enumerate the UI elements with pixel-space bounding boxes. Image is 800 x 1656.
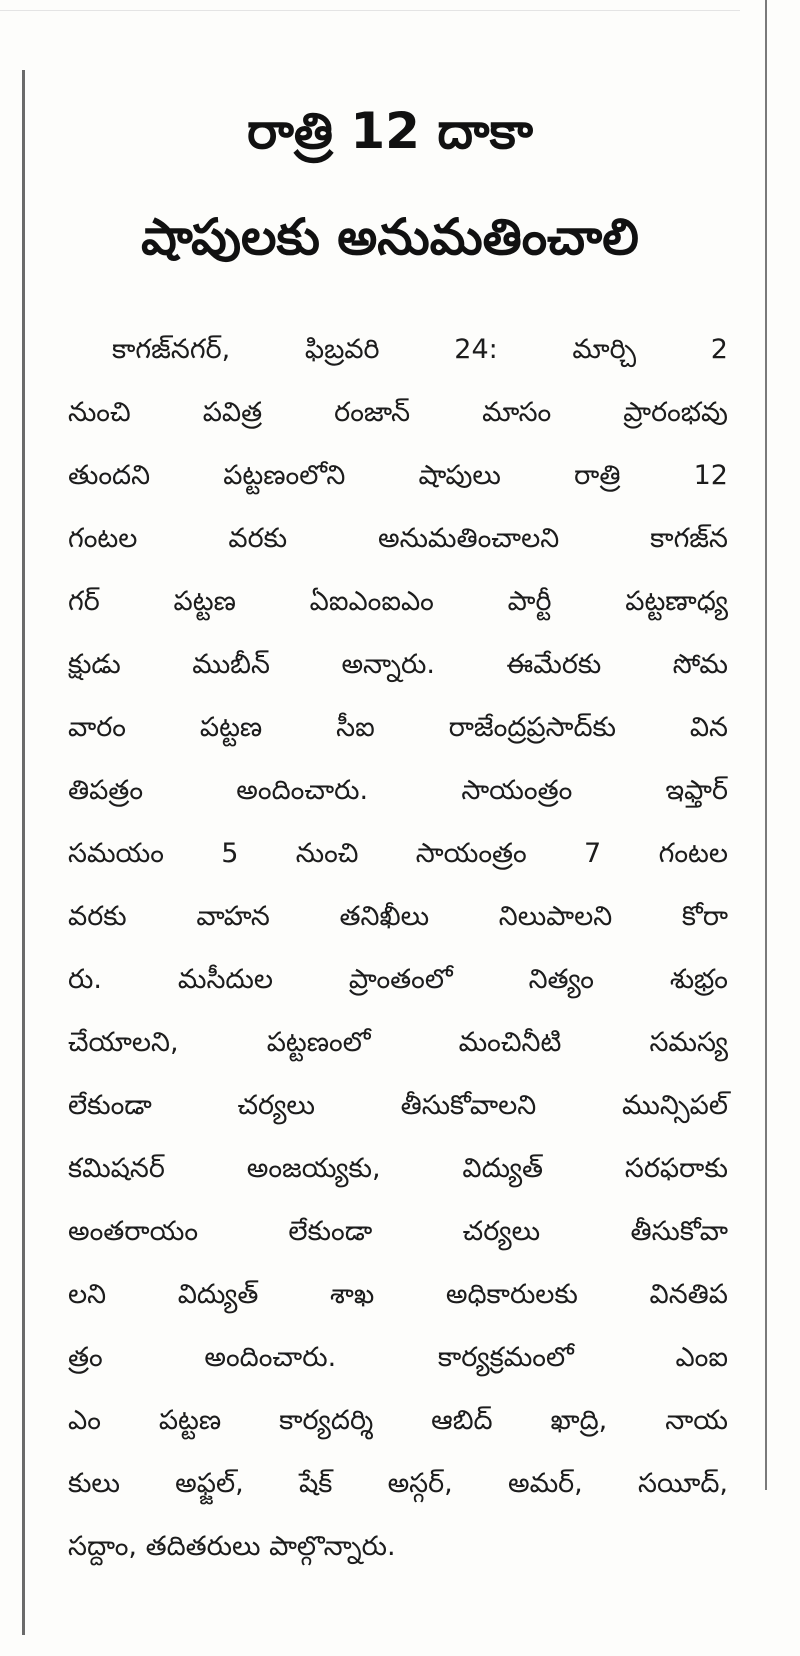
article-line: కులు అఫ్జల్, షేక్ అస్గర్, అమర్, సయీద్, bbox=[68, 1468, 728, 1499]
headline-line-1: రాత్రి 12 దాకా bbox=[246, 102, 534, 160]
article-line: తిపత్రం అందించారు. సాయంత్రం ఇఫ్తార్ bbox=[68, 775, 728, 806]
article-line: నుంచి పవిత్ర రంజాన్ మాసం ప్రారంభవు bbox=[68, 397, 728, 428]
article-line: సద్దాం, తదితరులు పాల్గొన్నారు. bbox=[68, 1531, 396, 1562]
article-line: కాగజ్‌నగర్, ఫిబ్రవరి 24: మార్చి 2 bbox=[112, 334, 728, 365]
article-line: సమయం 5 నుంచి సాయంత్రం 7 గంటల bbox=[68, 838, 728, 869]
article-line: ఎం పట్టణ కార్యదర్శి ఆబిద్ ఖాద్రి, నాయ bbox=[68, 1405, 728, 1436]
article-line: లని విద్యుత్ శాఖ అధికారులకు వినతిప bbox=[68, 1279, 728, 1310]
headline-line-2: షాపులకు అనుమతించాలి bbox=[141, 208, 639, 266]
article-line: క్షుడు ముబీన్ అన్నారు. ఈమేరకు సోమ bbox=[68, 649, 728, 680]
headline bbox=[40, 78, 740, 290]
article-line: గర్ పట్టణ ఏఐఎంఐఎం పార్టీ పట్టణాధ్య bbox=[68, 586, 728, 617]
top-edge-rule bbox=[0, 0, 740, 11]
article-line: వారం పట్టణ సీఐ రాజేంద్రప్రసాద్‌కు విన bbox=[68, 712, 728, 743]
right-column-rule bbox=[765, 0, 767, 1490]
article-line: గంటల వరకు అనుమతించాలని కాగజ్‌న bbox=[68, 523, 728, 554]
article-line: వరకు వాహన తనిఖీలు నిలుపాలని కోరా bbox=[68, 901, 728, 932]
article-line: లేకుండా చర్యలు తీసుకోవాలని మున్సిపల్ bbox=[68, 1090, 728, 1121]
article-line: అంతరాయం లేకుండా చర్యలు తీసుకోవా bbox=[68, 1216, 728, 1247]
left-column-rule bbox=[22, 70, 25, 1635]
article-line: చేయాలని, పట్టణంలో మంచినీటి సమస్య bbox=[68, 1027, 728, 1058]
article-line: రు. మసీదుల ప్రాంతంలో నిత్యం శుభ్రం bbox=[68, 964, 728, 995]
article-line: త్రం అందించారు. కార్యక్రమంలో ఎంఐ bbox=[68, 1342, 728, 1373]
article-line: తుందని పట్టణంలోని షాపులు రాత్రి 12 bbox=[68, 460, 728, 491]
article-line: కమిషనర్ అంజయ్యకు, విద్యుత్ సరఫరాకు bbox=[68, 1153, 728, 1184]
article-body bbox=[68, 318, 728, 1578]
